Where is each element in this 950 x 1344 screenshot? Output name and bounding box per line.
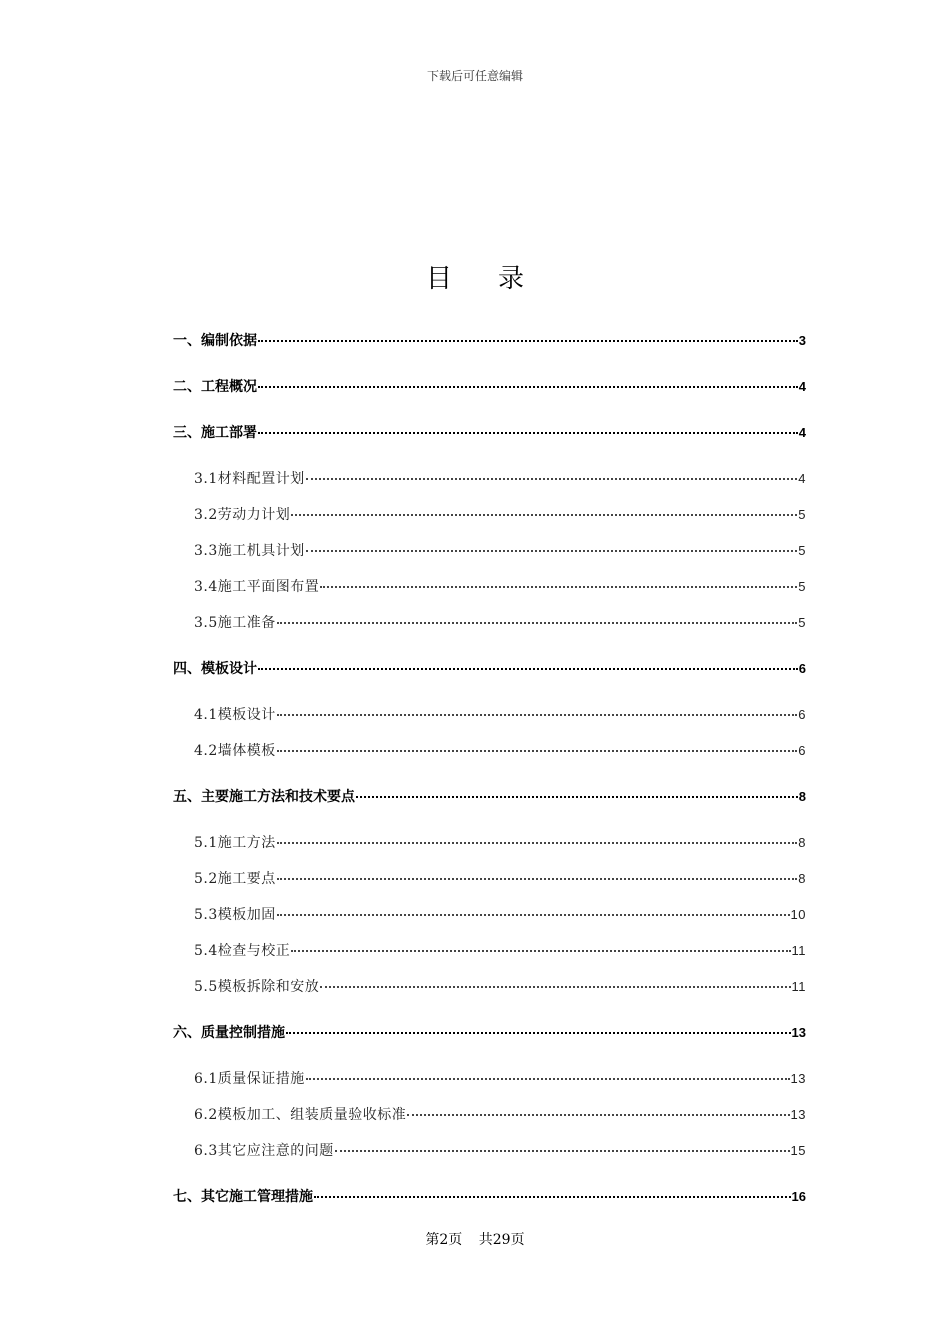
toc-subsection-entry[interactable] bbox=[194, 903, 806, 925]
toc-subsection-entry[interactable] bbox=[194, 1103, 806, 1125]
toc-entry-page-number: 6 bbox=[798, 707, 806, 722]
toc-entry-label: 3.3施工机具计划 bbox=[194, 543, 305, 559]
toc-subsection-entry[interactable] bbox=[194, 831, 806, 853]
toc-dot-leader bbox=[258, 372, 798, 388]
toc-entry-page-number: 3 bbox=[798, 333, 806, 348]
toc-entry-page-number: 16 bbox=[791, 1189, 806, 1204]
toc-subsection-entry[interactable] bbox=[194, 1067, 806, 1089]
toc-section-entry[interactable] bbox=[173, 421, 806, 443]
toc-dot-leader bbox=[277, 900, 790, 916]
toc-entry-label: 4.2墙体模板 bbox=[194, 743, 276, 759]
toc-section-entry[interactable] bbox=[173, 1185, 806, 1207]
toc-entry-label: 5.4检查与校正 bbox=[194, 943, 291, 959]
toc-entry-label: 六、质量控制措施 bbox=[173, 1025, 285, 1041]
toc-entry-label: 4.1模板设计 bbox=[194, 707, 276, 723]
toc-entry-label: 四、模板设计 bbox=[173, 661, 257, 677]
toc-dot-leader bbox=[277, 700, 798, 716]
toc-dot-leader bbox=[335, 1136, 790, 1152]
toc-entry-page-number: 13 bbox=[790, 1107, 806, 1122]
toc-dot-leader bbox=[314, 1182, 791, 1198]
toc-section-entry[interactable] bbox=[173, 329, 806, 351]
toc-entry-page-number: 4 bbox=[798, 471, 806, 486]
toc-entry-label: 3.2劳动力计划 bbox=[194, 507, 291, 523]
toc-dot-leader bbox=[291, 500, 797, 516]
toc-dot-leader bbox=[306, 536, 798, 552]
toc-entry-label: 3.4施工平面图布置 bbox=[194, 579, 320, 595]
page-footer bbox=[0, 1229, 950, 1249]
toc-dot-leader bbox=[277, 864, 798, 880]
toc-dot-leader bbox=[320, 572, 797, 588]
toc-entry-page-number: 5 bbox=[798, 615, 806, 630]
toc-section-entry[interactable] bbox=[173, 785, 806, 807]
toc-subsection-entry[interactable] bbox=[194, 467, 806, 489]
toc-dot-leader bbox=[306, 1064, 790, 1080]
toc-dot-leader bbox=[258, 654, 798, 670]
toc-entry-page-number: 10 bbox=[790, 907, 806, 922]
toc-entry-page-number: 11 bbox=[791, 943, 806, 958]
toc-subsection-entry[interactable] bbox=[194, 975, 806, 997]
toc-dot-leader bbox=[291, 936, 790, 952]
toc-entry-label: 5.3模板加固 bbox=[194, 907, 276, 923]
toc-subsection-entry[interactable] bbox=[194, 867, 806, 889]
page-header: 下载后可任意编辑 bbox=[426, 69, 523, 83]
toc-entry-page-number: 13 bbox=[791, 1025, 806, 1040]
toc-entry-page-number: 8 bbox=[798, 871, 806, 886]
toc-section-entry[interactable] bbox=[173, 1021, 806, 1043]
toc-subsection-entry[interactable] bbox=[194, 503, 806, 525]
toc-entry-page-number: 6 bbox=[798, 661, 806, 676]
toc-entry-label: 5.5模板拆除和安放 bbox=[194, 979, 320, 995]
toc-dot-leader bbox=[258, 326, 798, 342]
toc-entry-page-number: 8 bbox=[798, 789, 806, 804]
toc-dot-leader bbox=[277, 736, 798, 752]
toc-entry-label: 3.5施工准备 bbox=[194, 615, 276, 631]
toc-subsection-entry[interactable] bbox=[194, 739, 806, 761]
toc-subsection-entry[interactable] bbox=[194, 1139, 806, 1161]
toc-dot-leader bbox=[306, 464, 798, 480]
toc-dot-leader bbox=[407, 1100, 789, 1116]
toc-subsection-entry[interactable] bbox=[194, 575, 806, 597]
page-total: 共29页 bbox=[478, 1232, 525, 1248]
toc-entry-label: 6.3其它应注意的问题 bbox=[194, 1143, 334, 1159]
page-number: 第2页 bbox=[425, 1232, 463, 1248]
toc-subsection-entry[interactable] bbox=[194, 539, 806, 561]
toc-entry-label: 一、编制依据 bbox=[173, 333, 257, 349]
toc-entry-page-number: 5 bbox=[798, 507, 806, 522]
toc-entry-page-number: 13 bbox=[790, 1071, 806, 1086]
toc-entry-label: 3.1材料配置计划 bbox=[194, 471, 305, 487]
toc-entry-label: 6.1质量保证措施 bbox=[194, 1071, 305, 1087]
toc-entry-label: 二、工程概况 bbox=[173, 379, 257, 395]
toc-entry-page-number: 4 bbox=[798, 379, 806, 394]
toc-entry-page-number: 11 bbox=[791, 979, 806, 994]
toc-entry-page-number: 5 bbox=[798, 543, 806, 558]
toc-dot-leader bbox=[258, 418, 798, 434]
toc-dot-leader bbox=[320, 972, 790, 988]
toc-entry-label: 五、主要施工方法和技术要点 bbox=[173, 789, 355, 805]
toc-dot-leader bbox=[286, 1018, 791, 1034]
toc-entry-page-number: 6 bbox=[798, 743, 806, 758]
toc-section-entry[interactable] bbox=[173, 375, 806, 397]
toc-entry-label: 5.1施工方法 bbox=[194, 835, 276, 851]
toc-title: 目录 bbox=[425, 264, 570, 294]
toc-entry-label: 七、其它施工管理措施 bbox=[173, 1189, 313, 1205]
toc-entry-page-number: 8 bbox=[798, 835, 806, 850]
toc-subsection-entry[interactable] bbox=[194, 939, 806, 961]
toc-subsection-entry[interactable] bbox=[194, 703, 806, 725]
toc-entry-label: 5.2施工要点 bbox=[194, 871, 276, 887]
toc-dot-leader bbox=[277, 608, 798, 624]
toc-dot-leader bbox=[277, 828, 798, 844]
toc-entry-label: 三、施工部署 bbox=[173, 425, 257, 441]
toc-entry-page-number: 4 bbox=[798, 425, 806, 440]
toc-entry-page-number: 5 bbox=[798, 579, 806, 594]
toc-dot-leader bbox=[356, 782, 798, 798]
toc-entry-label: 6.2模板加工、组装质量验收标准 bbox=[194, 1107, 407, 1123]
toc-entry-page-number: 15 bbox=[790, 1143, 806, 1158]
toc-section-entry[interactable] bbox=[173, 657, 806, 679]
toc-subsection-entry[interactable] bbox=[194, 611, 806, 633]
